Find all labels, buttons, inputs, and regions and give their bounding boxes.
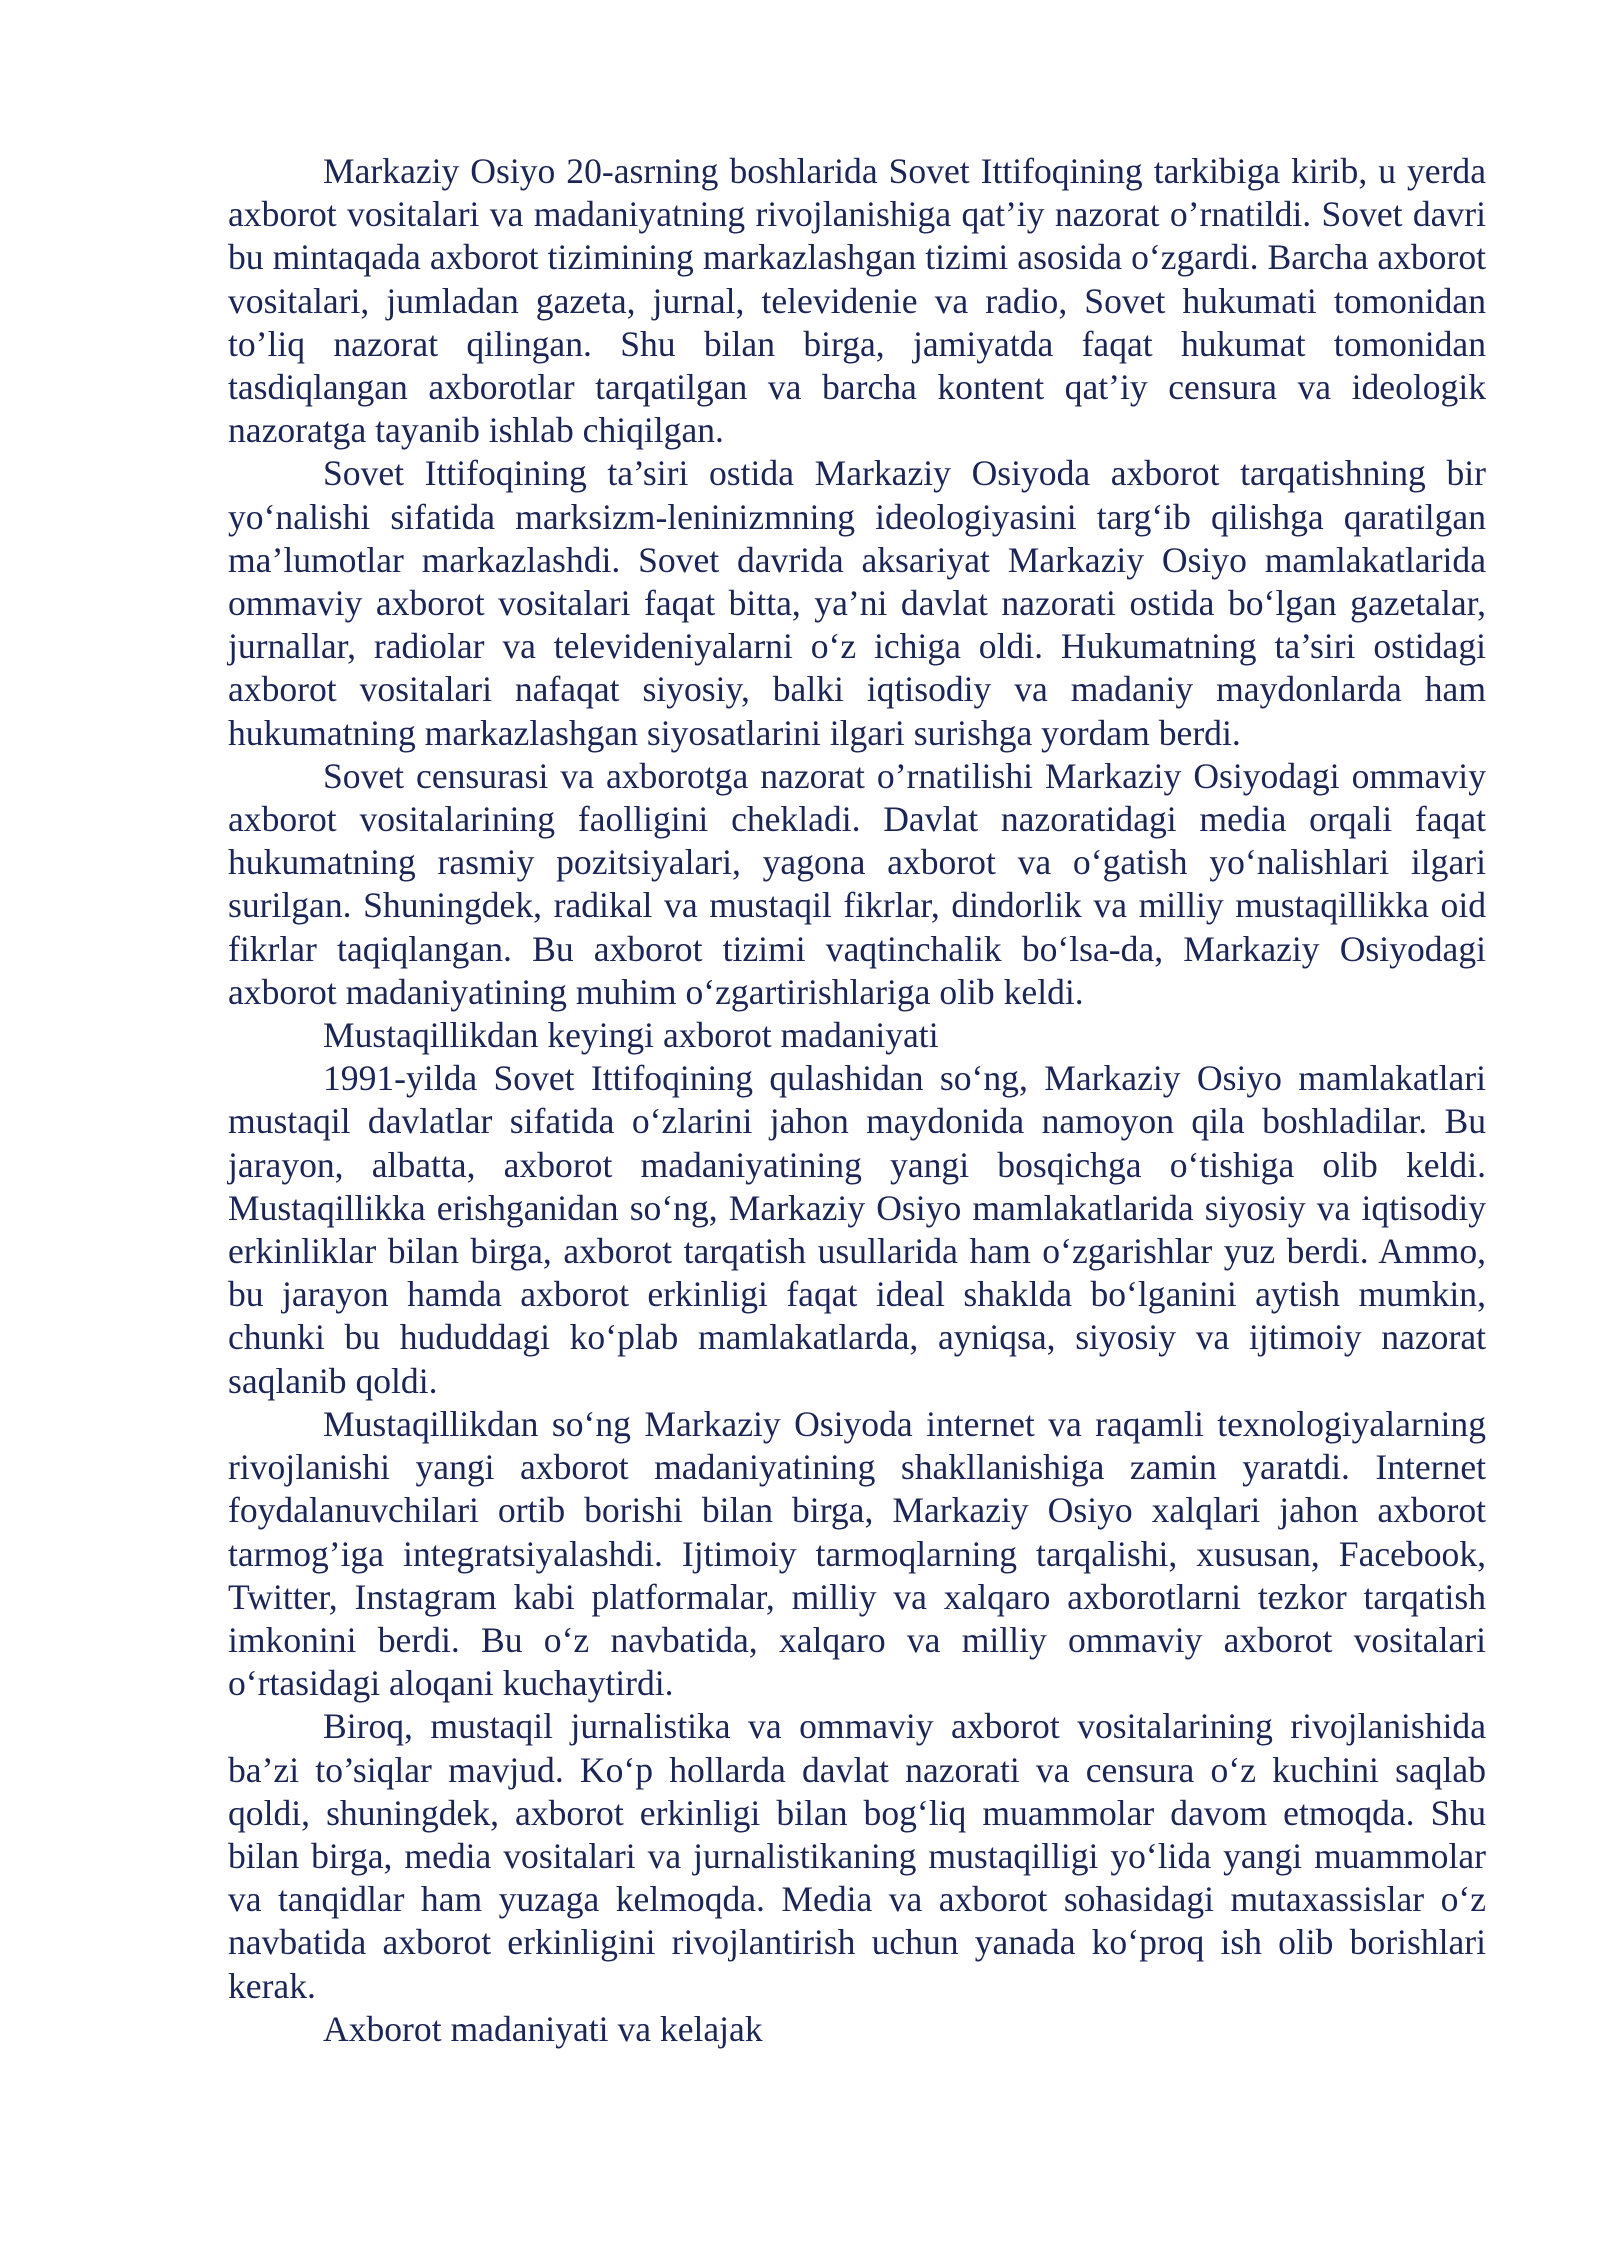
paragraph-soviet-censorship: Sovet censurasi va axborotga nazorat o’rnatilishi Markaziy Osiyodagi ommaviy axborot vositalarining faolligini chekladi. Davlat nazoratidagi media orqali faqat hukumatning rasmiy pozitsiyalari, yagona axborot va oʻgatish yoʻnalishlari ilgari surilgan. Shuningdek, radikal va mustaqil fikrlar, dindorlik va milliy mustaqillikka oid fikrlar taqiqlangan. Bu axborot tizimi vaqtinchalik boʻlsa-da, Markaziy Osiyodagi axborot madaniyatining muhim oʻzgartirishlariga olib keldi. (228, 755, 1486, 1012)
paragraph-independence-1991: 1991-yilda Sovet Ittifoqining qulashidan soʻng, Markaziy Osiyo mamlakatlari mustaqil davlatlar sifatida oʻzlarini jahon maydonida namoyon qila boshladilar. Bu jarayon, albatta, axborot madaniyatining yangi bosqichga oʻtishiga olib keldi. Mustaqillikka erishganidan soʻng, Markaziy Osiyo mamlakatlarida siyosiy va iqtisodiy erkinliklar bilan birga, axborot tarqatish usullarida ham oʻzgarishlar yuz berdi. Ammo, bu jarayon hamda axborot erkinligi faqat ideal shaklda boʻlganini aytish mumkin, chunki bu hududdagi koʻplab mamlakatlarda, ayniqsa, siyosiy va ijtimoiy nazorat saqlanib qoldi. (228, 1058, 1486, 1401)
paragraph-journalism-obstacles: Biroq, mustaqil jurnalistika va ommaviy axborot vositalarining rivojlanishida ba’zi to’siqlar mavjud. Koʻp hollarda davlat nazorati va censura oʻz kuchini saqlab qoldi, shuningdek, axborot erkinligi bilan bogʻliq muammolar davom etmoqda. Shu bilan birga, media vositalari va jurnalistikaning mustaqilligi yoʻlida yangi muammolar va tanqidlar ham yuzaga kelmoqda. Media va axborot sohasidagi mutaxassislar oʻz navbatida axborot erkinligini rivojlantirish uchun yanada koʻproq ish olib borishlari kerak. (228, 1706, 1486, 2006)
document-page (228, 150, 1486, 2051)
section-heading-future: Axborot madaniyati va kelajak (323, 2008, 763, 2049)
paragraph-internet-development: Mustaqillikdan soʻng Markaziy Osiyoda internet va raqamli texnologiyalarning rivojlanishi yangi axborot madaniyatining shakllanishiga zamin yaratdi. Internet foydalanuvchilari ortib borishi bilan birga, Markaziy Osiyo xalqlari jahon axborot tarmog’iga integratsiyalashdi. Ijtimoiy tarmoqlarning tarqalishi, xususan, Facebook, Twitter, Instagram kabi platformalar, milliy va xalqaro axborotlarni tezkor tarqatish imkonini berdi. Bu oʻz navbatida, xalqaro va milliy ommaviy axborot vositalari oʻrtasidagi aloqani kuchaytirdi. (228, 1403, 1486, 1704)
paragraph-soviet-control: Markaziy Osiyo 20-asrning boshlarida Sovet Ittifoqining tarkibiga kirib, u yerda axborot vositalari va madaniyatning rivojlanishiga qat’iy nazorat o’rnatildi. Sovet davri bu mintaqada axborot tizimining markazlashgan tizimi asosida oʻzgardi. Barcha axborot vositalari, jumladan gazeta, jurnal, televidenie va radio, Sovet hukumati tomonidan to’liq nazorat qilingan. Shu bilan birga, jamiyatda faqat hukumat tomonidan tasdiqlangan axborotlar tarqatilgan va barcha kontent qat’iy censura va ideologik nazoratga tayanib ishlab chiqilgan. (228, 151, 1486, 451)
section-heading-post-independence: Mustaqillikdan keyingi axborot madaniyati (323, 1015, 939, 1056)
paragraph-soviet-influence: Sovet Ittifoqining ta’siri ostida Markaziy Osiyoda axborot tarqatishning bir yoʻnalishi sifatida marksizm-leninizmning ideologiyasini targʻib qilishga qaratilgan ma’lumotlar markazlashdi. Sovet davrida aksariyat Markaziy Osiyo mamlakatlarida ommaviy axborot vositalari faqat bitta, ya’ni davlat nazorati ostida boʻlgan gazetalar, jurnallar, radiolar va televideniyalarni oʻz ichiga oldi. Hukumatning ta’siri ostidagi axborot vositalari nafaqat siyosiy, balki iqtisodiy va madaniy maydonlarda ham hukumatning markazlashgan siyosatlarini ilgari surishga yordam berdi. (228, 453, 1486, 753)
